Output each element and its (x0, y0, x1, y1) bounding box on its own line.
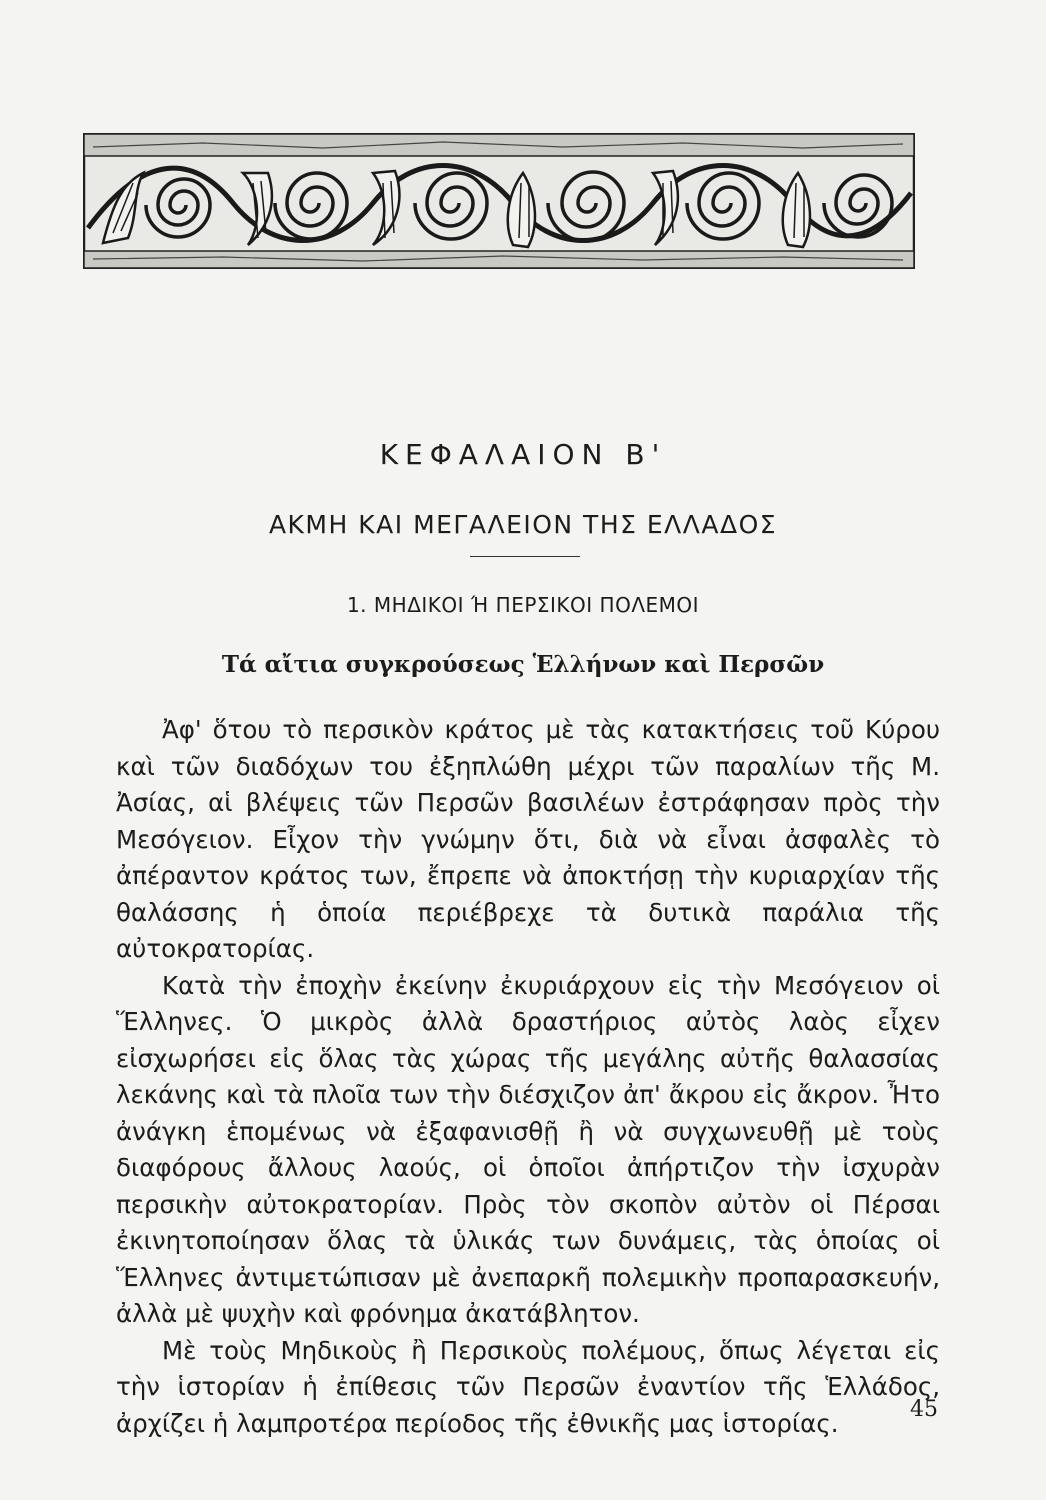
section-subtitle: Τά αἴτια συγκρούσεως Ἑλλήνων καὶ Περσῶν (221, 651, 825, 678)
body-text (116, 712, 940, 1442)
decorative-scroll-ornament (83, 133, 915, 269)
divider-rule (470, 556, 580, 557)
section-heading: 1. ΜΗΔΙΚΟΙ Ή ΠΕΡΣΙΚΟΙ ΠΟΛΕΜΟΙ (346, 593, 700, 617)
chapter-heading: ΚΕΦΑΛΑΙΟΝ Β' (379, 438, 667, 471)
chapter-title: ΑΚΜΗ ΚΑΙ ΜΕΓΑΛΕΙΟΝ ΤΗΣ ΕΛΛΑΔΟΣ (268, 510, 778, 539)
page-number: 45 (910, 1397, 938, 1422)
paragraph-2: Κατὰ τὴν ἐποχὴν ἐκείνην ἐκυριάρχουν εἰς τὴν Μεσόγειον οἱ Ἕλληνες. Ὁ μικρὸς ἀλλὰ δραστήριος αὐτὸς λαὸς εἶχεν εἰσχωρήσει εἰς ὅλας τὰς χώρας τῆς μεγάλης αὐτῆς θαλασσίας λεκάνης καὶ τὰ πλοῖα των τὴν διέσχιζον ἀπ' ἄκρου εἰς ἄκρον. Ἦτο ἀνάγκη ἑπομένως νὰ ἐξαφανισθῇ ἢ νὰ συγχωνευθῇ μὲ τοὺς διαφόρους ἄλλους λαούς, οἱ ὁποῖοι ἀπήρτιζον τὴν ἰσχυρὰν περσικὴν αὐτοκρατορίαν. Πρὸς τὸν σκοπὸν αὐτὸν οἱ Πέρσαι ἐκινητοποίησαν ὅλας τὰ ὑλικάς των δυνάμεις, τὰς ὁποίας οἱ Ἕλληνες ἀντιμετώπισαν μὲ ἀνεπαρκῆ πολεμικὴν προπαρασκευήν, ἀλλὰ μὲ ψυχὴν καὶ φρόνημα ἀκατάβλητον. (116, 970, 940, 1328)
paragraph-1: Ἀφ' ὅτου τὸ περσικὸν κράτος μὲ τὰς κατακτήσεις τοῦ Κύρου καὶ τῶν διαδόχων του ἐξηπλώθη μέχρι τῶν παραλίων τῆς Μ. Ἀσίας, αἱ βλέψεις τῶν Περσῶν βασιλέων ἐστράφησαν πρὸς τὴν Μεσόγειον. Εἶχον τὴν γνώμην ὅτι, διὰ νὰ εἶναι ἀσφαλὲς τὸ ἀπέραντον κράτος των, ἔπρεπε νὰ ἀποκτήσῃ τὴν κυριαρχίαν τῆς θαλάσσης ἡ ὁποία περιέβρεχε τὰ δυτικὰ παράλια τῆς αὐτοκρατορίας. (116, 715, 940, 963)
paragraph-3: Μὲ τοὺς Μηδικοὺς ἢ Περσικοὺς πολέμους, ὅπως λέγεται εἰς τὴν ἱστορίαν ἡ ἐπίθεσις τῶν Περσῶν ἐναντίον τῆς Ἑλλάδος, ἀρχίζει ἡ λαμπροτέρα περίοδος τῆς ἐθνικῆς μας ἱστορίας. (116, 1335, 940, 1438)
